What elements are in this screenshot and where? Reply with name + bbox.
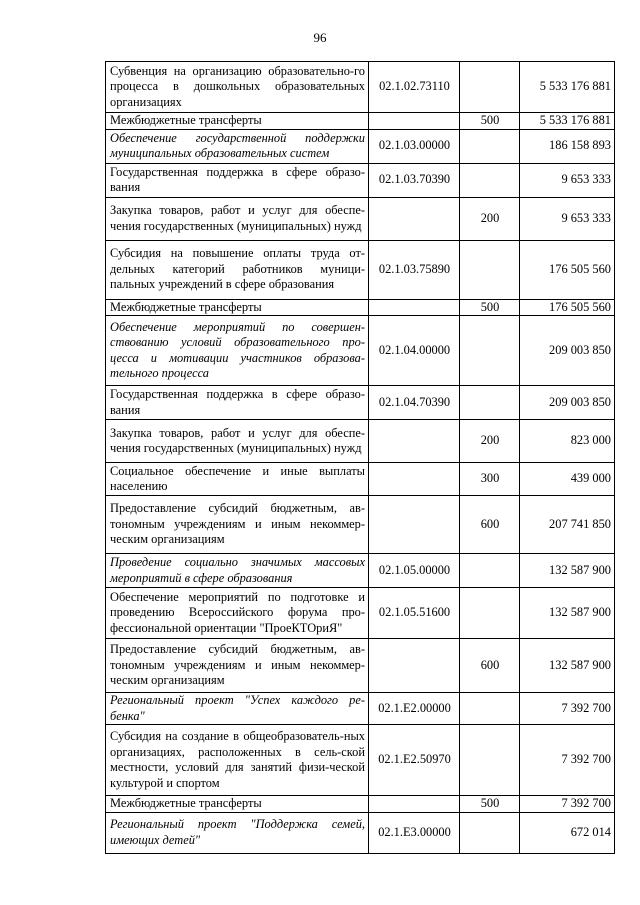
- table-row: [106, 316, 615, 386]
- row-name-cell: Обеспечение мероприятий по подготовке и проведению Всероссийского форума про-фессиональной ориентации "ПроеКТОриЯ": [106, 588, 369, 639]
- row-sum-cell: 186 158 893: [520, 129, 615, 163]
- row-expense-type-cell: 500: [460, 299, 520, 316]
- row-expense-type-cell: 500: [460, 113, 520, 130]
- row-expense-type-cell: 500: [460, 796, 520, 813]
- row-name-cell: Межбюджетные трансферты: [106, 796, 369, 813]
- row-sum-cell: 5 533 176 881: [520, 113, 615, 130]
- table-row: [106, 796, 615, 813]
- row-sum-cell: 672 014: [520, 812, 615, 853]
- row-sum-cell: 7 392 700: [520, 725, 615, 796]
- row-sum-cell: 9 653 333: [520, 163, 615, 197]
- row-sum-cell: 132 587 900: [520, 639, 615, 693]
- row-expense-type-cell: [460, 812, 520, 853]
- row-expense-type-cell: 200: [460, 420, 520, 463]
- row-name-cell: Обеспечение мероприятий по совершен-ствованию условий образовательного про-цесса и мотивации участников образова-тельного процесса: [106, 316, 369, 386]
- row-name-cell: Закупка товаров, работ и услуг для обеспе-чения государственных (муниципальных) нужд: [106, 197, 369, 240]
- row-expense-type-cell: [460, 725, 520, 796]
- table-row: [106, 463, 615, 496]
- row-sum-cell: 132 587 900: [520, 554, 615, 588]
- row-sum-cell: 176 505 560: [520, 299, 615, 316]
- row-code-cell: 02.1.05.00000: [369, 554, 460, 588]
- row-sum-cell: 9 653 333: [520, 197, 615, 240]
- row-code-cell: 02.1.03.75890: [369, 240, 460, 299]
- row-name-cell: Межбюджетные трансферты: [106, 299, 369, 316]
- table-row: [106, 496, 615, 554]
- table-row: [106, 420, 615, 463]
- row-expense-type-cell: [460, 554, 520, 588]
- row-sum-cell: 176 505 560: [520, 240, 615, 299]
- row-code-cell: 02.1.02.73110: [369, 62, 460, 113]
- row-name-cell: Обеспечение государственной поддержки муниципальных образовательных систем: [106, 129, 369, 163]
- row-code-cell: 02.1.04.70390: [369, 386, 460, 420]
- table-row: [106, 62, 615, 113]
- row-expense-type-cell: [460, 693, 520, 725]
- row-code-cell: 02.1.03.70390: [369, 163, 460, 197]
- table-row: [106, 639, 615, 693]
- row-sum-cell: 823 000: [520, 420, 615, 463]
- table-row: [106, 163, 615, 197]
- row-code-cell: [369, 496, 460, 554]
- row-expense-type-cell: [460, 316, 520, 386]
- row-expense-type-cell: 600: [460, 639, 520, 693]
- row-sum-cell: 7 392 700: [520, 796, 615, 813]
- row-code-cell: 02.1.04.00000: [369, 316, 460, 386]
- table-row: [106, 129, 615, 163]
- row-sum-cell: 207 741 850: [520, 496, 615, 554]
- row-expense-type-cell: 200: [460, 197, 520, 240]
- row-expense-type-cell: [460, 129, 520, 163]
- row-sum-cell: 5 533 176 881: [520, 62, 615, 113]
- row-name-cell: Закупка товаров, работ и услуг для обеспе-чения государственных (муниципальных) нужд: [106, 420, 369, 463]
- row-name-cell: Социальное обеспечение и иные выплаты населению: [106, 463, 369, 496]
- budget-table: [105, 61, 615, 854]
- table-row: [106, 299, 615, 316]
- page-number: 96: [313, 30, 327, 45]
- table-row: [106, 240, 615, 299]
- row-code-cell: [369, 113, 460, 130]
- table-row: [106, 197, 615, 240]
- row-code-cell: [369, 463, 460, 496]
- row-expense-type-cell: [460, 386, 520, 420]
- budget-table-body: [106, 62, 615, 854]
- row-name-cell: Субсидия на создание в общеобразователь-ных организациях, расположенных в сель-ской местности, условий для занятий физи-ческой культурой и спортом: [106, 725, 369, 796]
- row-name-cell: Региональный проект "Поддержка семей, имеющих детей": [106, 812, 369, 853]
- row-sum-cell: 439 000: [520, 463, 615, 496]
- row-expense-type-cell: [460, 163, 520, 197]
- row-name-cell: Субвенция на организацию образовательно-го процесса в дошкольных образовательных организациях: [106, 62, 369, 113]
- row-sum-cell: 132 587 900: [520, 588, 615, 639]
- row-name-cell: Проведение социально значимых массовых мероприятий в сфере образования: [106, 554, 369, 588]
- row-expense-type-cell: [460, 588, 520, 639]
- row-code-cell: 02.1.E2.00000: [369, 693, 460, 725]
- row-expense-type-cell: [460, 240, 520, 299]
- row-code-cell: 02.1.E2.50970: [369, 725, 460, 796]
- row-code-cell: [369, 197, 460, 240]
- table-row: [106, 725, 615, 796]
- table-row: [106, 588, 615, 639]
- row-code-cell: 02.1.05.51600: [369, 588, 460, 639]
- row-name-cell: Субсидия на повышение оплаты труда от-дельных категорий работников муници-пальных учреждений в сфере образования: [106, 240, 369, 299]
- table-row: [106, 693, 615, 725]
- row-sum-cell: 209 003 850: [520, 316, 615, 386]
- row-name-cell: Предоставление субсидий бюджетным, ав-тономным учреждениям и иным некоммер-ческим организациям: [106, 496, 369, 554]
- row-name-cell: Межбюджетные трансферты: [106, 113, 369, 130]
- table-row: [106, 386, 615, 420]
- row-code-cell: [369, 420, 460, 463]
- row-code-cell: [369, 299, 460, 316]
- row-expense-type-cell: 600: [460, 496, 520, 554]
- row-code-cell: [369, 796, 460, 813]
- row-code-cell: [369, 639, 460, 693]
- row-code-cell: 02.1.E3.00000: [369, 812, 460, 853]
- row-expense-type-cell: 300: [460, 463, 520, 496]
- row-sum-cell: 209 003 850: [520, 386, 615, 420]
- row-name-cell: Государственная поддержка в сфере образо-вания: [106, 386, 369, 420]
- row-name-cell: Предоставление субсидий бюджетным, ав-тономным учреждениям и иным некоммер-ческим организациям: [106, 639, 369, 693]
- row-expense-type-cell: [460, 62, 520, 113]
- row-code-cell: 02.1.03.00000: [369, 129, 460, 163]
- row-name-cell: Региональный проект "Успех каждого ре-бенка": [106, 693, 369, 725]
- table-row: [106, 113, 615, 130]
- table-row: [106, 554, 615, 588]
- table-row: [106, 812, 615, 853]
- row-sum-cell: 7 392 700: [520, 693, 615, 725]
- row-name-cell: Государственная поддержка в сфере образо-вания: [106, 163, 369, 197]
